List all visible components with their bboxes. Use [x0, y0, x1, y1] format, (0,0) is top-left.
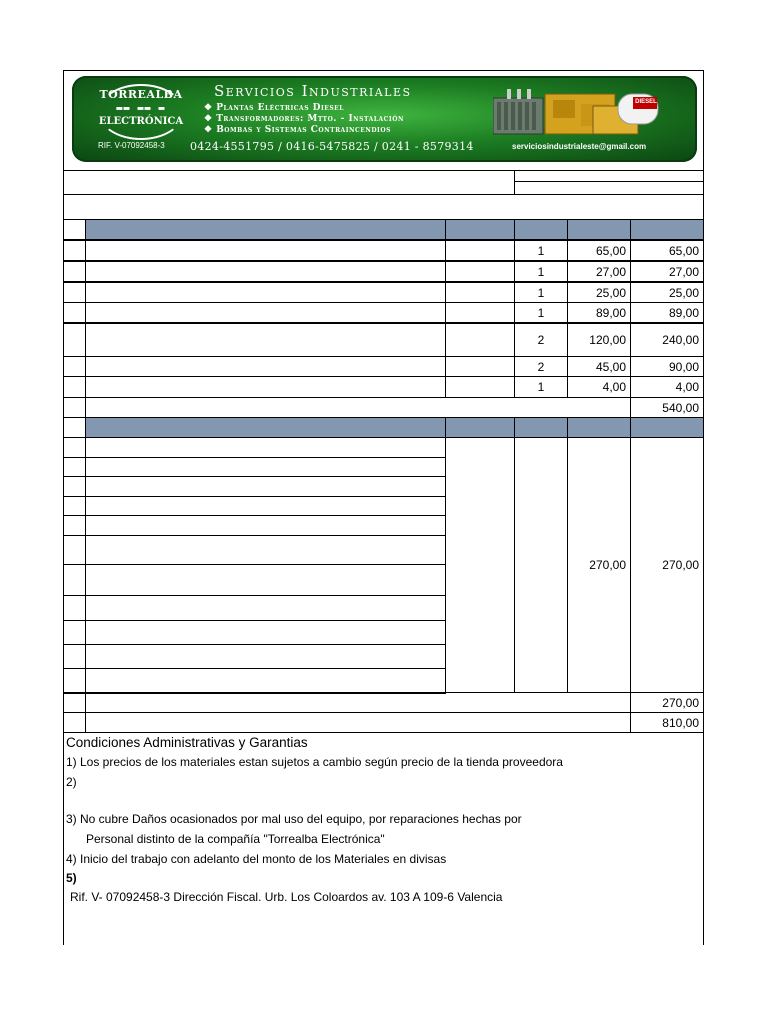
- labor-subtotal-label: [85, 692, 631, 713]
- banner-phones: 0424-4551795 / 0416-5475825 / 0241 - 8579314: [190, 140, 474, 153]
- mat-row-1-total: 65,00: [630, 240, 704, 261]
- mat-row-2-index: [63, 261, 86, 282]
- equipment-image: [493, 84, 688, 139]
- mat-header-total: [630, 219, 704, 240]
- banner-rif: RIF. V-07092458-3: [98, 141, 165, 150]
- labor-qty-merged: [514, 437, 568, 693]
- service-line-3: ❖ Bombas y Sistemas Contraincendios: [204, 125, 391, 135]
- labor-row-5-index: [63, 515, 86, 536]
- labor-header-description: [85, 417, 446, 438]
- grand-total-label: [85, 712, 631, 733]
- mat-row-7-index: [63, 376, 86, 398]
- mat-row-7-qty: 1: [514, 376, 568, 398]
- mat-row-6-total: 90,00: [630, 356, 704, 377]
- mat-row-6-index: [63, 356, 86, 377]
- labor-header-unit: [445, 417, 515, 438]
- mat-row-2-price: 27,00: [567, 261, 631, 282]
- labor-total-value: 270,00: [630, 437, 704, 693]
- labor-unit-merged: [445, 437, 515, 693]
- mat-row-3-price: 25,00: [567, 282, 631, 303]
- mat-subtotal-index: [63, 397, 86, 418]
- company-logo: [94, 84, 188, 142]
- logo-bars: ▬▬ ▬▬ ▬: [116, 103, 166, 114]
- mat-row-4-unit: [445, 302, 515, 323]
- condition-5: 5): [66, 871, 77, 885]
- mat-row-1-description: [85, 240, 446, 261]
- fiscal-address: Rif. V- 07092458-3 Dirección Fiscal. Urb. Los Coloardos av. 103 A 109-6 Valencia: [70, 890, 503, 904]
- mat-row-2-total: 27,00: [630, 261, 704, 282]
- mat-header-unit: [445, 219, 515, 240]
- labor-row-2-description: [85, 457, 446, 477]
- labor-row-8-index: [63, 595, 86, 621]
- mat-header-qty: [514, 219, 568, 240]
- mat-row-5-total: 240,00: [630, 323, 704, 357]
- service-line-2: ❖ Transformadores: Mtto. - Instalación: [204, 114, 404, 124]
- labor-row-10-description: [85, 644, 446, 669]
- labor-subtotal-value: 270,00: [630, 692, 704, 713]
- condition-2: 2): [66, 775, 77, 789]
- mat-row-6-price: 45,00: [567, 356, 631, 377]
- mat-row-5-unit: [445, 323, 515, 357]
- mat-row-4-qty: 1: [514, 302, 568, 323]
- quote-number-field: [514, 181, 704, 195]
- mat-row-1-qty: 1: [514, 240, 568, 261]
- mat-row-7-unit: [445, 376, 515, 398]
- labor-row-11-index: [63, 668, 86, 694]
- banner-email: serviciosindustrialeste@gmail.com: [512, 142, 647, 151]
- mat-row-1-unit: [445, 240, 515, 261]
- grand-total-value: 810,00: [630, 712, 704, 733]
- labor-header-index: [63, 417, 86, 438]
- mat-row-2-unit: [445, 261, 515, 282]
- labor-subtotal-index: [63, 692, 86, 713]
- mat-subtotal-value: 540,00: [630, 397, 704, 418]
- mat-header-price: [567, 219, 631, 240]
- labor-header-price: [567, 417, 631, 438]
- client-name-field: [63, 170, 514, 195]
- mat-row-3-index: [63, 282, 86, 303]
- mat-row-5-qty: 2: [514, 323, 568, 357]
- mat-row-3-unit: [445, 282, 515, 303]
- labor-row-5-description: [85, 515, 446, 536]
- labor-row-9-index: [63, 620, 86, 645]
- tank-label: DIESEL: [635, 99, 657, 105]
- mat-row-2-description: [85, 261, 446, 282]
- mat-header-index: [63, 219, 86, 240]
- labor-row-2-index: [63, 457, 86, 477]
- condition-3b: Personal distinto de la compañía "Torrealba Electrónica": [86, 832, 385, 846]
- labor-row-3-index: [63, 476, 86, 497]
- mat-row-6-qty: 2: [514, 356, 568, 377]
- labor-row-6-index: [63, 535, 86, 565]
- service-line-1: ❖ Plantas Eléctricas Diesel: [204, 103, 344, 113]
- company-banner: [72, 76, 697, 162]
- labor-row-1-description: [85, 437, 446, 458]
- labor-row-3-description: [85, 476, 446, 497]
- grand-total-index: [63, 712, 86, 733]
- conditions-title: Condiciones Administrativas y Garantias: [66, 735, 308, 750]
- labor-row-1-index: [63, 437, 86, 458]
- mat-row-4-description: [85, 302, 446, 323]
- mat-subtotal-label: [85, 397, 631, 418]
- labor-row-4-index: [63, 496, 86, 516]
- mat-row-3-qty: 1: [514, 282, 568, 303]
- mat-row-5-price: 120,00: [567, 323, 631, 357]
- mat-row-7-total: 4,00: [630, 376, 704, 398]
- mat-row-7-description: [85, 376, 446, 398]
- labor-row-4-description: [85, 496, 446, 516]
- labor-header-qty: [514, 417, 568, 438]
- mat-row-4-index: [63, 302, 86, 323]
- mat-row-5-index: [63, 323, 86, 357]
- mat-row-4-price: 89,00: [567, 302, 631, 323]
- mat-row-1-price: 65,00: [567, 240, 631, 261]
- labor-row-10-index: [63, 644, 86, 669]
- labor-row-6-description: [85, 535, 446, 565]
- labor-row-11-description: [85, 668, 446, 694]
- client-address-field: [63, 194, 704, 220]
- mat-row-2-qty: 1: [514, 261, 568, 282]
- logo-text-bottom: ELECTRÓNICA: [98, 116, 184, 127]
- mat-row-3-description: [85, 282, 446, 303]
- mat-row-6-description: [85, 356, 446, 377]
- labor-row-9-description: [85, 620, 446, 645]
- mat-row-5-description: [85, 323, 446, 357]
- labor-price-value: 270,00: [567, 437, 631, 693]
- logo-text-top: TORREALBA: [99, 88, 183, 101]
- mat-row-4-total: 89,00: [630, 302, 704, 323]
- labor-row-8-description: [85, 595, 446, 621]
- mat-row-3-total: 25,00: [630, 282, 704, 303]
- condition-3a: 3) No cubre Daños ocasionados por mal uso del equipo, por reparaciones hechas por: [66, 812, 522, 826]
- labor-row-7-description: [85, 564, 446, 596]
- labor-row-7-index: [63, 564, 86, 596]
- labor-header-total: [630, 417, 704, 438]
- banner-title: Servicios Industriales: [214, 82, 412, 100]
- condition-4: 4) Inicio del trabajo con adelanto del monto de los Materiales en divisas: [66, 852, 447, 866]
- mat-header-description: [85, 219, 446, 240]
- mat-row-6-unit: [445, 356, 515, 377]
- mat-row-1-index: [63, 240, 86, 261]
- mat-row-7-price: 4,00: [567, 376, 631, 398]
- condition-1: 1) Los precios de los materiales estan sujetos a cambio según precio de la tienda proveedora: [66, 755, 563, 769]
